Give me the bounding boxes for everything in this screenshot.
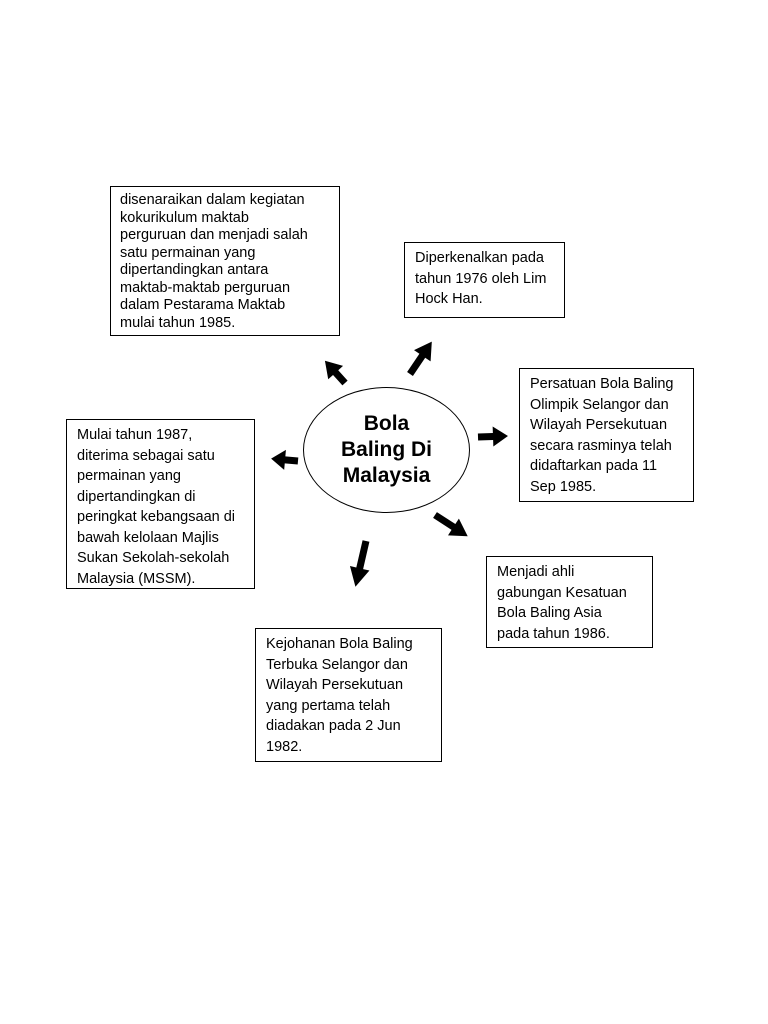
arrow-left [270,449,299,471]
center-topic-ellipse [303,387,470,513]
arrow-up-left [317,354,352,390]
arrow-down-right [430,507,474,545]
arrow-right [478,426,509,447]
center-topic-title: Bola Baling Di Malaysia [340,412,432,487]
arrow-down [346,539,376,589]
info-box-association: Persatuan Bola Baling Olimpik Selangor dan Wilayah Persekutuan secara rasminya telah didaftarkan pada 11 Sep 1985. [519,368,694,502]
arrow-up-right [402,336,440,380]
info-box-mssm: Mulai tahun 1987, diterima sebagai satu permainan yang dipertandingkan di peringkat kebangsaan di bawah kelolaan Majlis Sukan Sekolah-sekolah Malaysia (MSSM). [66,419,255,589]
info-box-championship: Kejohanan Bola Baling Terbuka Selangor dan Wilayah Persekutuan yang pertama telah diadakan pada 2 Jun 1982. [255,628,442,762]
info-box-asia-federation: Menjadi ahli gabungan Kesatuan Bola Baling Asia pada tahun 1986. [486,556,653,648]
info-box-introduced: Diperkenalkan pada tahun 1976 oleh Lim Hock Han. [404,242,565,318]
info-box-pestarama: disenaraikan dalam kegiatan kokurikulum maktab perguruan dan menjadi salah satu permainan yang dipertandingkan antara maktab-maktab perguruan dalam Pestarama Maktab mulai tahun 1985. [110,186,340,336]
